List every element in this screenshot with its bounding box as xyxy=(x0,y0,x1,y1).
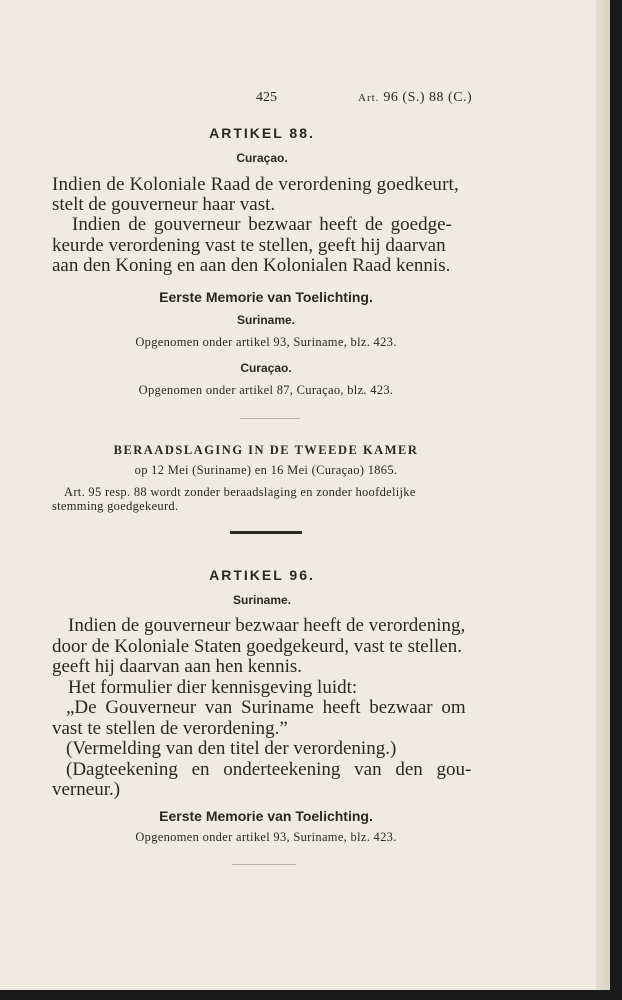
article-96-line-7: (Vermelding van den titel der verordening.) xyxy=(66,738,397,759)
page-edge xyxy=(596,0,610,990)
beraadslaging-line-1: Art. 95 resp. 88 wordt zonder beraadslaging en zonder hoofdelijke xyxy=(64,485,416,499)
article-96-line-1: Indien de gouverneur bezwaar heeft de verordening, xyxy=(68,615,466,636)
article-96-line-4: Het formulier dier kennisgeving luidt: xyxy=(68,677,358,698)
article-88-title: ARTIKEL 88. xyxy=(209,125,315,141)
article-88-line-5: aan den Koning en aan den Kolonialen Raad kennis. xyxy=(52,255,451,276)
article-reference-numbers: 96 (S.) 88 (C.) xyxy=(383,90,473,105)
article-96-memorie-title: Eerste Memorie van Toelichting. xyxy=(159,808,373,824)
article-88-line-4: keurde verordening vast te stellen, geeft hij daarvan xyxy=(52,235,446,256)
article-88-memorie-suriname: Suriname. xyxy=(236,313,296,327)
article-reference-prefix: Art. xyxy=(358,92,380,104)
beraadslaging-date: op 12 Mei (Suriname) en 16 Mei (Curaçao) 1865. xyxy=(134,463,398,477)
article-88-region: Curaçao. xyxy=(236,151,288,165)
article-reference xyxy=(358,90,472,106)
article-88-memorie-text-curacao: Opgenomen onder artikel 87, Curaçao, blz. 423. xyxy=(138,383,394,397)
article-88-memorie-text-suriname: Opgenomen onder artikel 93, Suriname, blz. 423. xyxy=(135,335,397,349)
article-88-memorie-title: Eerste Memorie van Toelichting. xyxy=(159,289,373,305)
article-96-memorie-text: Opgenomen onder artikel 93, Suriname, blz. 423. xyxy=(135,830,397,844)
divider-thin xyxy=(240,418,300,419)
article-88-line-2: stelt de gouverneur haar vast. xyxy=(52,194,276,215)
article-96-line-8: (Dagteekening en onderteekening van den gou- xyxy=(66,759,472,780)
article-88-line-1: Indien de Koloniale Raad de verordening goedkeurt, xyxy=(52,174,459,195)
running-header xyxy=(0,90,600,112)
article-96-title: ARTIKEL 96. xyxy=(209,567,315,583)
beraadslaging-title: BERAADSLAGING IN DE TWEEDE KAMER xyxy=(113,443,419,457)
article-96-line-5: „De Gouverneur van Suriname heeft bezwaar om xyxy=(66,697,466,718)
article-96-region: Suriname. xyxy=(232,593,292,607)
page-number: 425 xyxy=(256,90,277,105)
article-96-line-6: vast te stellen de verordening.” xyxy=(52,718,288,739)
article-88-memorie-curacao: Curaçao. xyxy=(240,361,292,375)
article-88-line-3: Indien de gouverneur bezwaar heeft de goedge- xyxy=(72,214,452,235)
article-96-line-3: geeft hij daarvan aan hen kennis. xyxy=(52,656,303,677)
divider-thin-bottom xyxy=(232,864,296,865)
article-96-line-2: door de Koloniale Staten goedgekeurd, vast te stellen. xyxy=(52,636,462,657)
beraadslaging-line-2: stemming goedgekeurd. xyxy=(52,499,179,513)
article-96-line-9: verneur.) xyxy=(52,779,121,800)
divider-thick xyxy=(230,531,302,534)
